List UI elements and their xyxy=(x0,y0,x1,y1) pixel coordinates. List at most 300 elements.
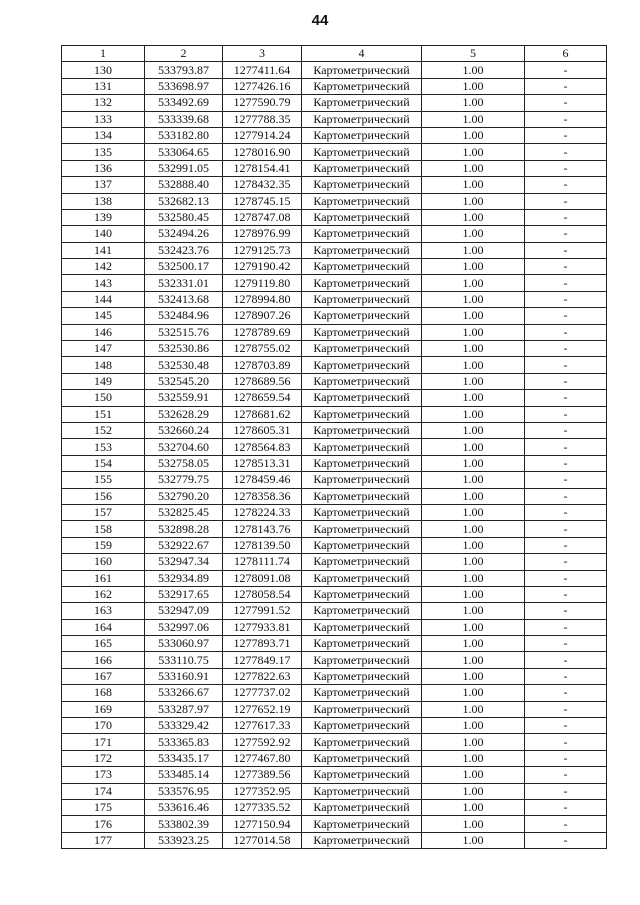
cell-note: - xyxy=(525,422,607,438)
cell-method: Картометрический xyxy=(302,619,422,635)
cell-point-number: 174 xyxy=(62,783,145,799)
cell-x: 532484.96 xyxy=(145,308,223,324)
cell-point-number: 170 xyxy=(62,718,145,734)
cell-accuracy: 1.00 xyxy=(422,95,525,111)
cell-point-number: 135 xyxy=(62,144,145,160)
cell-x: 533266.67 xyxy=(145,685,223,701)
table-row xyxy=(62,422,607,438)
cell-accuracy: 1.00 xyxy=(422,275,525,291)
cell-method: Картометрический xyxy=(302,209,422,225)
cell-x: 532530.86 xyxy=(145,341,223,357)
cell-method: Картометрический xyxy=(302,554,422,570)
cell-note: - xyxy=(525,718,607,734)
cell-y: 1278459.46 xyxy=(223,472,302,488)
cell-y: 1277389.56 xyxy=(223,767,302,783)
cell-y: 1277617.33 xyxy=(223,718,302,734)
table-row xyxy=(62,652,607,668)
cell-x: 532331.01 xyxy=(145,275,223,291)
cell-y: 1278689.56 xyxy=(223,373,302,389)
cell-point-number: 147 xyxy=(62,341,145,357)
cell-note: - xyxy=(525,799,607,815)
cell-note: - xyxy=(525,275,607,291)
table-row xyxy=(62,160,607,176)
cell-point-number: 171 xyxy=(62,734,145,750)
cell-point-number: 175 xyxy=(62,799,145,815)
cell-method: Картометрический xyxy=(302,324,422,340)
cell-point-number: 140 xyxy=(62,226,145,242)
cell-accuracy: 1.00 xyxy=(422,521,525,537)
table-row xyxy=(62,668,607,684)
cell-point-number: 146 xyxy=(62,324,145,340)
cell-point-number: 131 xyxy=(62,78,145,94)
cell-accuracy: 1.00 xyxy=(422,685,525,701)
cell-accuracy: 1.00 xyxy=(422,373,525,389)
cell-x: 532997.06 xyxy=(145,619,223,635)
cell-method: Картометрический xyxy=(302,62,422,78)
cell-y: 1278703.89 xyxy=(223,357,302,373)
cell-method: Картометрический xyxy=(302,488,422,504)
cell-accuracy: 1.00 xyxy=(422,406,525,422)
cell-accuracy: 1.00 xyxy=(422,472,525,488)
cell-x: 532500.17 xyxy=(145,259,223,275)
cell-point-number: 136 xyxy=(62,160,145,176)
cell-note: - xyxy=(525,521,607,537)
cell-y: 1277467.80 xyxy=(223,750,302,766)
cell-point-number: 163 xyxy=(62,603,145,619)
cell-accuracy: 1.00 xyxy=(422,537,525,553)
cell-point-number: 144 xyxy=(62,291,145,307)
cell-accuracy: 1.00 xyxy=(422,439,525,455)
cell-accuracy: 1.00 xyxy=(422,455,525,471)
cell-y: 1277352.95 xyxy=(223,783,302,799)
cell-accuracy: 1.00 xyxy=(422,341,525,357)
cell-accuracy: 1.00 xyxy=(422,668,525,684)
cell-method: Картометрический xyxy=(302,177,422,193)
cell-method: Картометрический xyxy=(302,390,422,406)
cell-y: 1278745.15 xyxy=(223,193,302,209)
cell-x: 533435.17 xyxy=(145,750,223,766)
table-row xyxy=(62,291,607,307)
cell-point-number: 157 xyxy=(62,504,145,520)
table-row xyxy=(62,259,607,275)
cell-point-number: 169 xyxy=(62,701,145,717)
cell-point-number: 148 xyxy=(62,357,145,373)
table-row xyxy=(62,521,607,537)
cell-method: Картометрический xyxy=(302,734,422,750)
cell-x: 532922.67 xyxy=(145,537,223,553)
cell-accuracy: 1.00 xyxy=(422,62,525,78)
cell-point-number: 137 xyxy=(62,177,145,193)
cell-accuracy: 1.00 xyxy=(422,718,525,734)
cell-x: 532704.60 xyxy=(145,439,223,455)
cell-note: - xyxy=(525,127,607,143)
cell-method: Картометрический xyxy=(302,455,422,471)
table-row xyxy=(62,62,607,78)
cell-note: - xyxy=(525,652,607,668)
table-row xyxy=(62,390,607,406)
header-cell: 1 xyxy=(62,46,145,62)
cell-x: 533576.95 xyxy=(145,783,223,799)
cell-accuracy: 1.00 xyxy=(422,259,525,275)
cell-point-number: 172 xyxy=(62,750,145,766)
cell-y: 1278747.08 xyxy=(223,209,302,225)
table-row xyxy=(62,472,607,488)
cell-note: - xyxy=(525,685,607,701)
cell-accuracy: 1.00 xyxy=(422,177,525,193)
cell-accuracy: 1.00 xyxy=(422,701,525,717)
cell-y: 1278994.80 xyxy=(223,291,302,307)
cell-note: - xyxy=(525,62,607,78)
cell-note: - xyxy=(525,226,607,242)
header-row xyxy=(62,46,607,62)
cell-point-number: 139 xyxy=(62,209,145,225)
cell-note: - xyxy=(525,357,607,373)
table-row xyxy=(62,504,607,520)
cell-x: 533329.42 xyxy=(145,718,223,734)
cell-x: 533793.87 xyxy=(145,62,223,78)
cell-x: 532947.34 xyxy=(145,554,223,570)
cell-note: - xyxy=(525,177,607,193)
cell-note: - xyxy=(525,439,607,455)
cell-y: 1278907.26 xyxy=(223,308,302,324)
cell-x: 532898.28 xyxy=(145,521,223,537)
cell-method: Картометрический xyxy=(302,193,422,209)
cell-note: - xyxy=(525,341,607,357)
cell-method: Картометрический xyxy=(302,537,422,553)
cell-note: - xyxy=(525,750,607,766)
cell-accuracy: 1.00 xyxy=(422,209,525,225)
cell-method: Картометрический xyxy=(302,95,422,111)
table-row xyxy=(62,226,607,242)
cell-y: 1279125.73 xyxy=(223,242,302,258)
header-cell: 3 xyxy=(223,46,302,62)
cell-x: 533160.91 xyxy=(145,668,223,684)
table-row xyxy=(62,734,607,750)
cell-x: 533339.68 xyxy=(145,111,223,127)
cell-accuracy: 1.00 xyxy=(422,488,525,504)
cell-method: Картометрический xyxy=(302,701,422,717)
cell-note: - xyxy=(525,308,607,324)
cell-method: Картометрический xyxy=(302,259,422,275)
cell-y: 1278976.99 xyxy=(223,226,302,242)
cell-y: 1278659.54 xyxy=(223,390,302,406)
cell-point-number: 130 xyxy=(62,62,145,78)
cell-accuracy: 1.00 xyxy=(422,750,525,766)
cell-accuracy: 1.00 xyxy=(422,783,525,799)
cell-accuracy: 1.00 xyxy=(422,832,525,848)
cell-point-number: 134 xyxy=(62,127,145,143)
table-row xyxy=(62,324,607,340)
cell-method: Картометрический xyxy=(302,685,422,701)
cell-method: Картометрический xyxy=(302,504,422,520)
cell-note: - xyxy=(525,259,607,275)
cell-accuracy: 1.00 xyxy=(422,734,525,750)
table-row xyxy=(62,177,607,193)
cell-x: 532790.20 xyxy=(145,488,223,504)
cell-y: 1278681.62 xyxy=(223,406,302,422)
cell-point-number: 167 xyxy=(62,668,145,684)
cell-x: 533060.97 xyxy=(145,636,223,652)
cell-point-number: 161 xyxy=(62,570,145,586)
cell-method: Картометрический xyxy=(302,816,422,832)
cell-x: 533485.14 xyxy=(145,767,223,783)
table-row xyxy=(62,750,607,766)
table-row xyxy=(62,127,607,143)
cell-note: - xyxy=(525,488,607,504)
table-row xyxy=(62,209,607,225)
cell-y: 1278143.76 xyxy=(223,521,302,537)
cell-method: Картометрический xyxy=(302,341,422,357)
cell-accuracy: 1.00 xyxy=(422,357,525,373)
cell-x: 532413.68 xyxy=(145,291,223,307)
cell-accuracy: 1.00 xyxy=(422,636,525,652)
cell-note: - xyxy=(525,537,607,553)
table-row xyxy=(62,406,607,422)
cell-method: Картометрический xyxy=(302,799,422,815)
cell-accuracy: 1.00 xyxy=(422,226,525,242)
table-row xyxy=(62,373,607,389)
cell-method: Картометрический xyxy=(302,636,422,652)
table-row xyxy=(62,619,607,635)
table-row xyxy=(62,439,607,455)
cell-accuracy: 1.00 xyxy=(422,242,525,258)
cell-y: 1277411.64 xyxy=(223,62,302,78)
cell-note: - xyxy=(525,373,607,389)
cell-note: - xyxy=(525,554,607,570)
cell-method: Картометрический xyxy=(302,111,422,127)
cell-method: Картометрический xyxy=(302,767,422,783)
cell-x: 533064.65 xyxy=(145,144,223,160)
table-row xyxy=(62,586,607,602)
cell-point-number: 164 xyxy=(62,619,145,635)
cell-note: - xyxy=(525,390,607,406)
cell-y: 1277652.19 xyxy=(223,701,302,717)
cell-note: - xyxy=(525,111,607,127)
cell-note: - xyxy=(525,570,607,586)
cell-x: 532825.45 xyxy=(145,504,223,520)
page-number: 44 xyxy=(311,12,329,29)
table-row xyxy=(62,341,607,357)
cell-note: - xyxy=(525,144,607,160)
cell-point-number: 143 xyxy=(62,275,145,291)
cell-point-number: 149 xyxy=(62,373,145,389)
cell-y: 1278605.31 xyxy=(223,422,302,438)
cell-x: 532660.24 xyxy=(145,422,223,438)
cell-point-number: 177 xyxy=(62,832,145,848)
cell-method: Картометрический xyxy=(302,357,422,373)
cell-accuracy: 1.00 xyxy=(422,144,525,160)
cell-y: 1277991.52 xyxy=(223,603,302,619)
cell-method: Картометрический xyxy=(302,472,422,488)
cell-x: 532917.65 xyxy=(145,586,223,602)
cell-note: - xyxy=(525,619,607,635)
cell-note: - xyxy=(525,767,607,783)
cell-note: - xyxy=(525,406,607,422)
cell-y: 1277335.52 xyxy=(223,799,302,815)
cell-x: 532515.76 xyxy=(145,324,223,340)
table-row xyxy=(62,816,607,832)
table-row xyxy=(62,570,607,586)
cell-x: 532628.29 xyxy=(145,406,223,422)
cell-y: 1277933.81 xyxy=(223,619,302,635)
cell-y: 1278016.90 xyxy=(223,144,302,160)
cell-accuracy: 1.00 xyxy=(422,799,525,815)
table-row xyxy=(62,701,607,717)
cell-y: 1278358.36 xyxy=(223,488,302,504)
cell-y: 1279190.42 xyxy=(223,259,302,275)
cell-y: 1278154.41 xyxy=(223,160,302,176)
table-row xyxy=(62,78,607,94)
cell-y: 1277914.24 xyxy=(223,127,302,143)
cell-y: 1277893.71 xyxy=(223,636,302,652)
table-row xyxy=(62,193,607,209)
cell-x: 532888.40 xyxy=(145,177,223,193)
cell-note: - xyxy=(525,734,607,750)
cell-accuracy: 1.00 xyxy=(422,193,525,209)
cell-point-number: 165 xyxy=(62,636,145,652)
cell-y: 1277822.63 xyxy=(223,668,302,684)
cell-x: 532682.13 xyxy=(145,193,223,209)
cell-accuracy: 1.00 xyxy=(422,78,525,94)
table-row xyxy=(62,537,607,553)
cell-note: - xyxy=(525,455,607,471)
cell-note: - xyxy=(525,586,607,602)
cell-note: - xyxy=(525,78,607,94)
table-row xyxy=(62,767,607,783)
cell-x: 532779.75 xyxy=(145,472,223,488)
cell-note: - xyxy=(525,832,607,848)
table-row xyxy=(62,799,607,815)
table-header xyxy=(62,46,607,62)
cell-point-number: 151 xyxy=(62,406,145,422)
cell-point-number: 141 xyxy=(62,242,145,258)
cell-x: 532934.89 xyxy=(145,570,223,586)
cell-x: 533110.75 xyxy=(145,652,223,668)
cell-note: - xyxy=(525,783,607,799)
cell-method: Картометрический xyxy=(302,160,422,176)
cell-accuracy: 1.00 xyxy=(422,603,525,619)
cell-y: 1277849.17 xyxy=(223,652,302,668)
table-row xyxy=(62,718,607,734)
cell-note: - xyxy=(525,193,607,209)
cell-point-number: 156 xyxy=(62,488,145,504)
table-row xyxy=(62,357,607,373)
cell-accuracy: 1.00 xyxy=(422,504,525,520)
cell-note: - xyxy=(525,242,607,258)
cell-point-number: 132 xyxy=(62,95,145,111)
cell-point-number: 133 xyxy=(62,111,145,127)
table-row xyxy=(62,455,607,471)
cell-method: Картометрический xyxy=(302,652,422,668)
cell-y: 1278432.35 xyxy=(223,177,302,193)
cell-x: 533802.39 xyxy=(145,816,223,832)
cell-method: Картометрический xyxy=(302,783,422,799)
cell-accuracy: 1.00 xyxy=(422,160,525,176)
cell-accuracy: 1.00 xyxy=(422,570,525,586)
table-row xyxy=(62,832,607,848)
cell-y: 1277014.58 xyxy=(223,832,302,848)
cell-method: Картометрический xyxy=(302,570,422,586)
table-row xyxy=(62,144,607,160)
cell-accuracy: 1.00 xyxy=(422,127,525,143)
cell-x: 532947.09 xyxy=(145,603,223,619)
cell-accuracy: 1.00 xyxy=(422,554,525,570)
cell-point-number: 152 xyxy=(62,422,145,438)
cell-y: 1277592.92 xyxy=(223,734,302,750)
cell-accuracy: 1.00 xyxy=(422,111,525,127)
cell-note: - xyxy=(525,603,607,619)
cell-y: 1277150.94 xyxy=(223,816,302,832)
table-row xyxy=(62,242,607,258)
cell-x: 533616.46 xyxy=(145,799,223,815)
cell-accuracy: 1.00 xyxy=(422,390,525,406)
cell-note: - xyxy=(525,160,607,176)
cell-y: 1278564.83 xyxy=(223,439,302,455)
cell-x: 533365.83 xyxy=(145,734,223,750)
cell-x: 532559.91 xyxy=(145,390,223,406)
cell-note: - xyxy=(525,668,607,684)
cell-method: Картометрический xyxy=(302,308,422,324)
cell-y: 1278091.08 xyxy=(223,570,302,586)
cell-note: - xyxy=(525,95,607,111)
cell-x: 533182.80 xyxy=(145,127,223,143)
table-row xyxy=(62,603,607,619)
cell-y: 1277737.02 xyxy=(223,685,302,701)
cell-accuracy: 1.00 xyxy=(422,324,525,340)
cell-note: - xyxy=(525,209,607,225)
cell-y: 1278755.02 xyxy=(223,341,302,357)
cell-method: Картометрический xyxy=(302,275,422,291)
cell-y: 1278058.54 xyxy=(223,586,302,602)
cell-method: Картометрический xyxy=(302,373,422,389)
cell-method: Картометрический xyxy=(302,586,422,602)
cell-y: 1277590.79 xyxy=(223,95,302,111)
table-row xyxy=(62,308,607,324)
cell-x: 533287.97 xyxy=(145,701,223,717)
cell-method: Картометрический xyxy=(302,406,422,422)
cell-point-number: 142 xyxy=(62,259,145,275)
table-row xyxy=(62,783,607,799)
cell-method: Картометрический xyxy=(302,832,422,848)
cell-method: Картометрический xyxy=(302,439,422,455)
cell-y: 1278139.50 xyxy=(223,537,302,553)
cell-note: - xyxy=(525,472,607,488)
cell-accuracy: 1.00 xyxy=(422,619,525,635)
cell-y: 1278224.33 xyxy=(223,504,302,520)
cell-x: 533698.97 xyxy=(145,78,223,94)
cell-method: Картометрический xyxy=(302,242,422,258)
cell-accuracy: 1.00 xyxy=(422,291,525,307)
table-row xyxy=(62,95,607,111)
cell-point-number: 153 xyxy=(62,439,145,455)
cell-x: 532545.20 xyxy=(145,373,223,389)
cell-accuracy: 1.00 xyxy=(422,308,525,324)
cell-y: 1277426.16 xyxy=(223,78,302,94)
cell-point-number: 154 xyxy=(62,455,145,471)
cell-point-number: 138 xyxy=(62,193,145,209)
header-cell: 5 xyxy=(422,46,525,62)
cell-method: Картометрический xyxy=(302,718,422,734)
cell-method: Картометрический xyxy=(302,422,422,438)
cell-point-number: 160 xyxy=(62,554,145,570)
cell-point-number: 173 xyxy=(62,767,145,783)
cell-y: 1278789.69 xyxy=(223,324,302,340)
cell-y: 1278513.31 xyxy=(223,455,302,471)
cell-note: - xyxy=(525,636,607,652)
cell-method: Картометрический xyxy=(302,226,422,242)
cell-method: Картометрический xyxy=(302,668,422,684)
cell-x: 533492.69 xyxy=(145,95,223,111)
